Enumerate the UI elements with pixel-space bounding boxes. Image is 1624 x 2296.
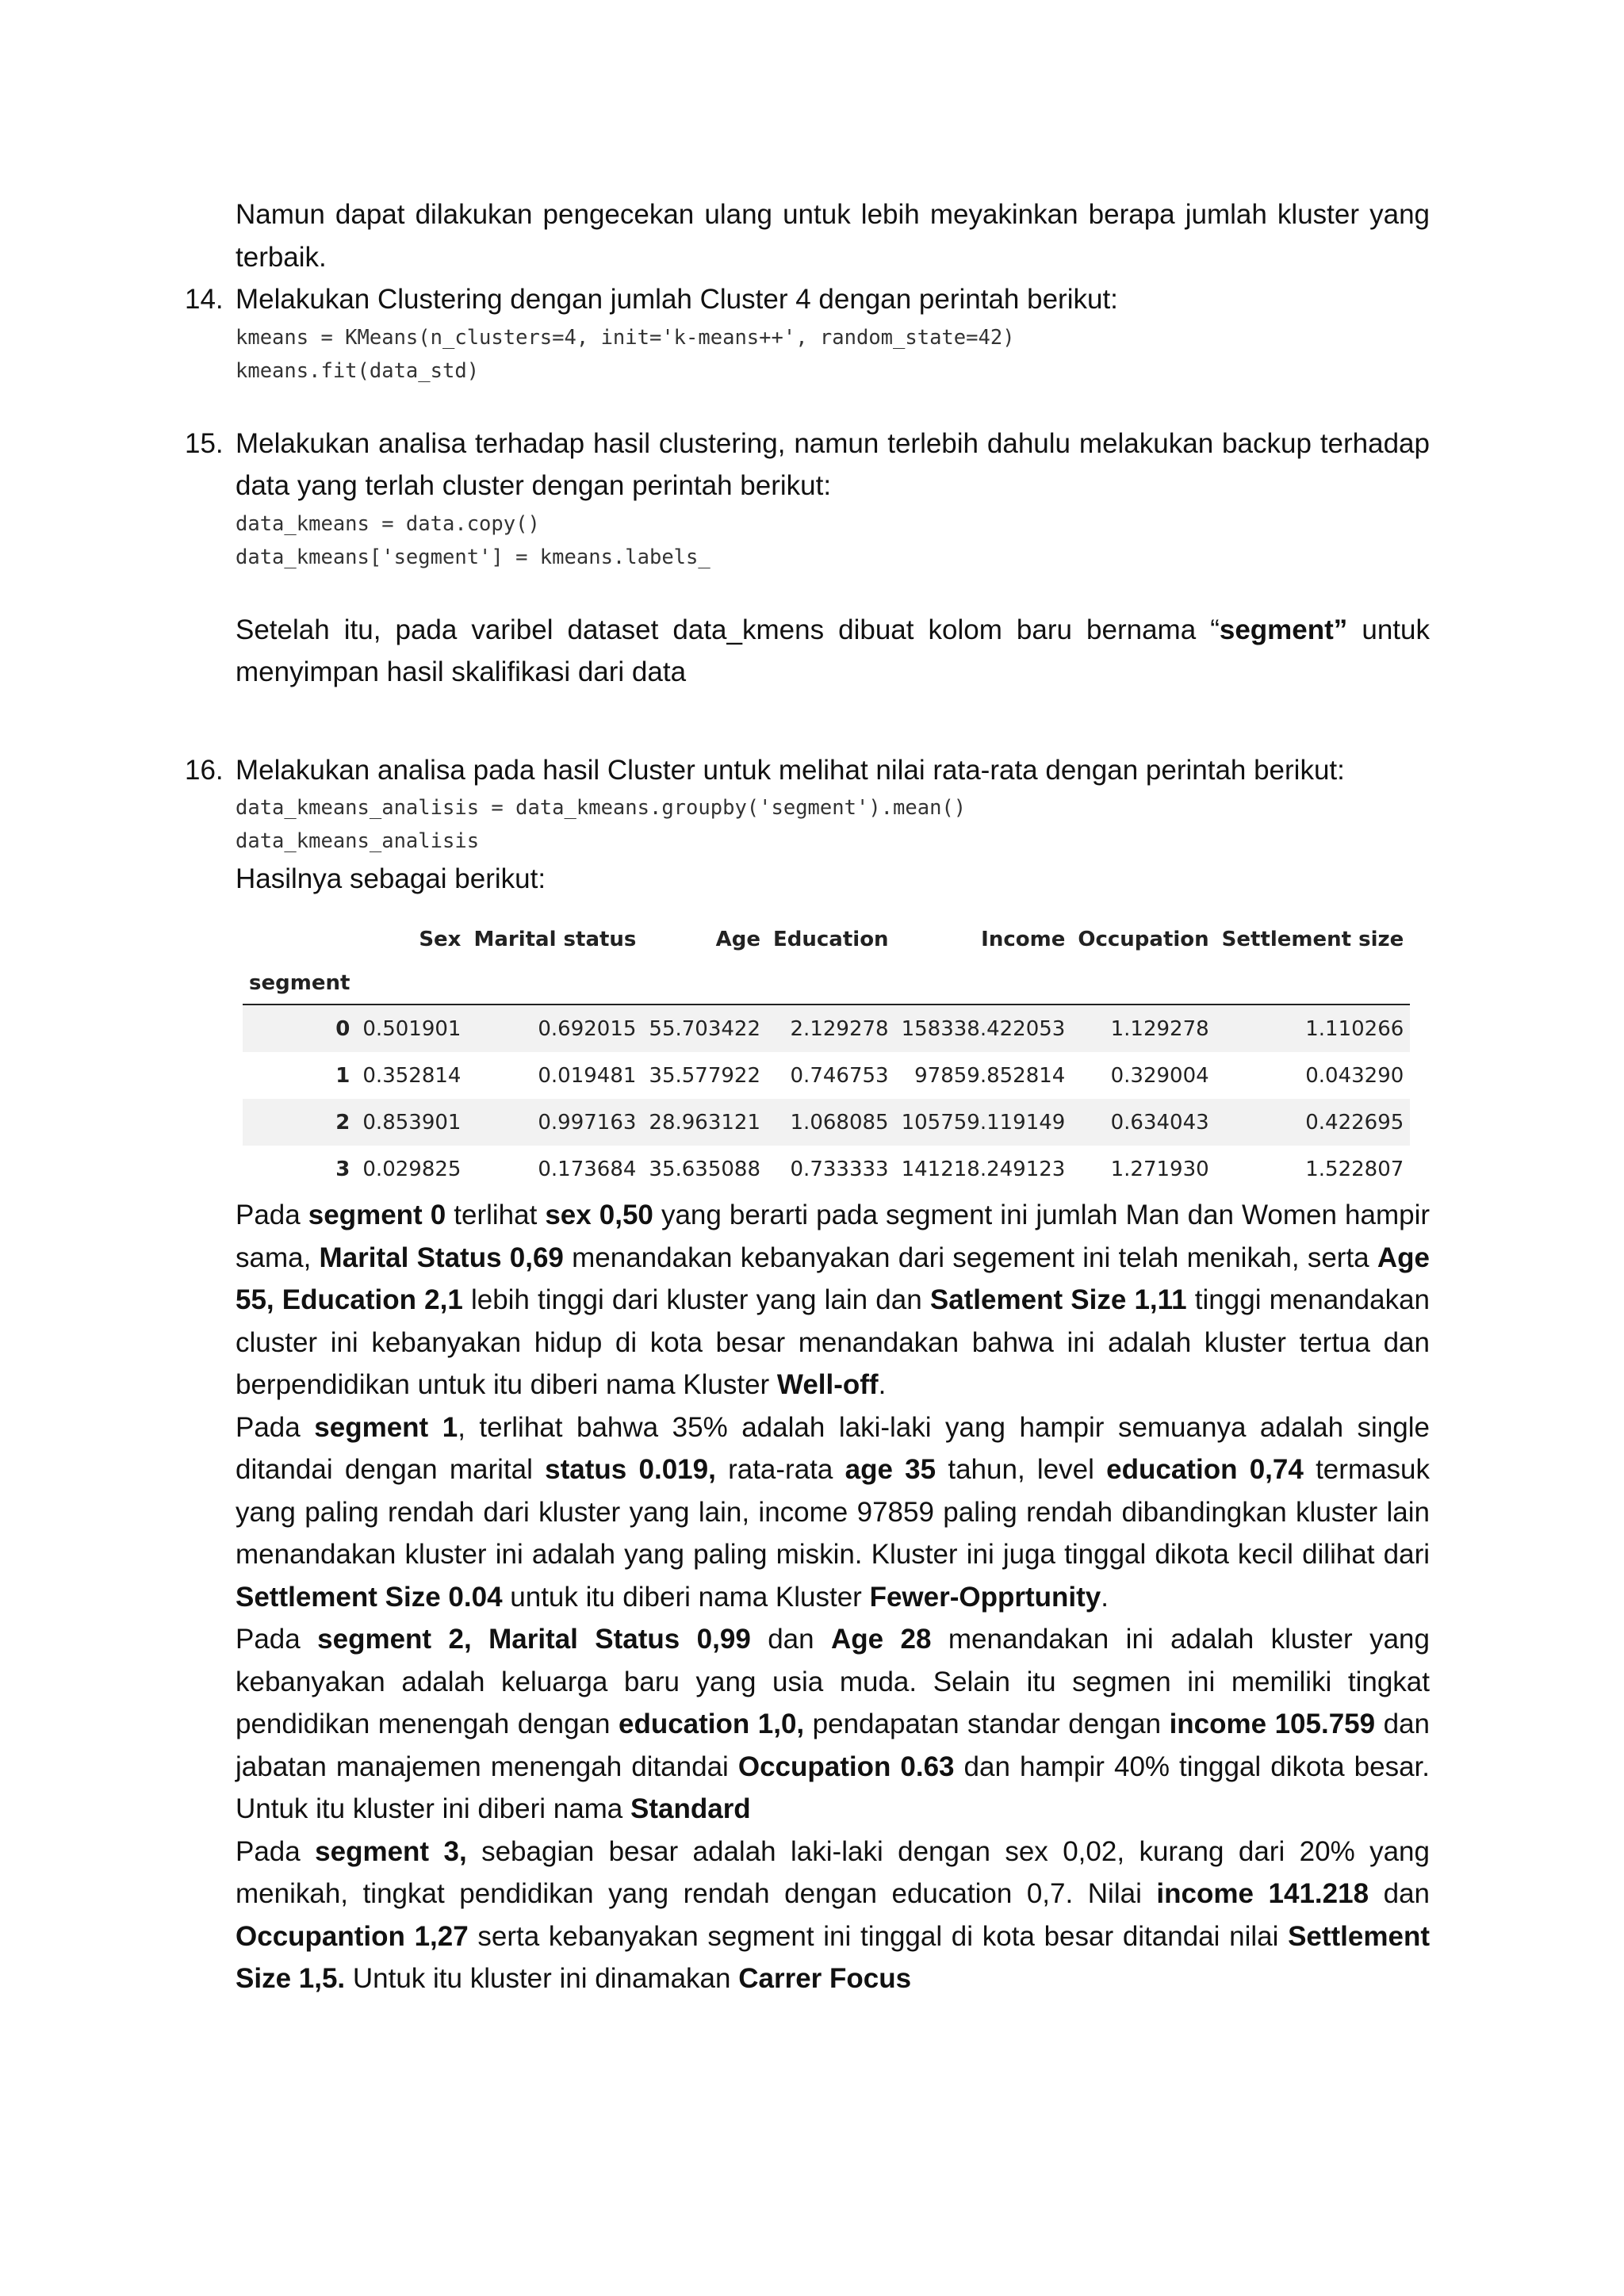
table-cell: 141218.249123	[901, 1157, 1066, 1181]
table-cell: 0.043290	[1305, 1063, 1404, 1088]
column-header: Age	[715, 927, 761, 951]
table-cell: 0.733333	[790, 1157, 889, 1181]
table-cell: 35.635088	[649, 1157, 761, 1181]
table-row	[243, 1004, 1410, 1052]
dataframe-output	[243, 916, 1404, 1192]
document-page	[185, 193, 1430, 901]
table-row	[243, 1099, 1410, 1146]
table-cell: 55.703422	[649, 1016, 761, 1041]
table-cell: 0.501901	[362, 1016, 462, 1041]
table-cell: 105759.119149	[901, 1110, 1066, 1135]
column-header: Occupation	[1078, 927, 1209, 951]
table-cell: 0.173684	[538, 1157, 637, 1181]
column-header: Education	[773, 927, 889, 951]
table-row	[243, 1052, 1410, 1099]
table-cell: 0.029825	[362, 1157, 462, 1181]
table-cell: 158338.422053	[901, 1016, 1066, 1041]
segment-note: Setelah itu, pada varibel dataset data_kmens dibuat kolom baru bernama “segment” untuk menyimpan hasil skalifikasi dari data	[236, 614, 1430, 687]
index-name-row	[243, 962, 1410, 1004]
table-header-row	[243, 916, 1410, 962]
code-line: kmeans.fit(data_std)	[236, 358, 480, 383]
step-number: 16.	[185, 754, 224, 786]
table-cell: 2.129278	[790, 1016, 889, 1041]
analysis-segment-1: Pada segment 1, terlihat bahwa 35% adalah laki-laki yang hampir semuanya adalah single ditandai dengan marital status 0.019, rata-rata age 35 tahun, level education 0,74 termasuk yang paling rendah dari kluster yang lain, income 97859 paling rendah dibandingkan kluster lain menandakan kluster ini adalah yang paling miskin. Kluster ini juga tinggal dikota kecil dilihat dari Settlement Size 0.04 untuk itu diberi nama Kluster Fewer-Opprtunity.	[236, 1411, 1431, 1613]
code-line: data_kmeans_analisis = data_kmeans.groupby('segment').mean()	[236, 796, 967, 820]
table-cell: 0.634043	[1110, 1110, 1209, 1135]
table-cell: 35.577922	[649, 1063, 761, 1088]
analysis-segment-2: Pada segment 2, Marital Status 0,99 dan Age 28 menandakan ini adalah kluster yang kebanyakan adalah keluarga baru yang usia muda. Selain itu segmen ini memiliki tingkat pendidikan menengah dengan education 1,0, pendapatan standar dengan income 105.759 dan jabatan manajemen menengah ditandai Occupation 0.63 dan hampir 40% tinggal dikota besar. Untuk itu kluster ini diberi nama Standard	[236, 1624, 1430, 1824]
table-cell: 1.129278	[1110, 1016, 1209, 1041]
result-label: Hasilnya sebagai berikut:	[236, 863, 546, 894]
column-header: Settlement size	[1221, 927, 1404, 951]
segment-means-table	[243, 916, 1410, 1192]
row-index: 0	[335, 1016, 350, 1041]
intro-paragraph: Namun dapat dilakukan pengecekan ulang untuk lebih meyakinkan berapa jumlah kluster yang terbaik.	[236, 199, 1430, 273]
step-16	[185, 749, 1430, 901]
column-header: Marital status	[473, 927, 637, 951]
step-14	[185, 278, 1430, 388]
table-cell: 0.997163	[538, 1110, 637, 1135]
column-header: Income	[981, 927, 1066, 951]
step-number: 14.	[185, 284, 224, 315]
table-cell: 0.692015	[538, 1016, 637, 1041]
table-cell: 1.522807	[1305, 1157, 1404, 1181]
analysis-segment-3: Pada segment 3, sebagian besar adalah laki-laki dengan sex 0,02, kurang dari 20% yang menikah, tingkat pendidikan yang rendah dengan education 0,7. Nilai income 141.218 dan Occupantion 1,27 serta kebanyakan segment ini tinggal di kota besar ditandai nilai Settlement Size 1,5. Untuk itu kluster ini dinamakan Carrer Focus	[236, 1835, 1431, 1994]
code-line: data_kmeans = data.copy()	[236, 511, 540, 536]
table-cell: 97859.852814	[914, 1063, 1066, 1088]
table-cell: 0.422695	[1305, 1110, 1404, 1135]
code-line: data_kmeans_analisis	[236, 829, 480, 853]
code-line: kmeans = KMeans(n_clusters=4, init='k-means++', random_state=42)	[236, 325, 1015, 350]
column-header: Sex	[419, 927, 462, 951]
code-line: data_kmeans['segment'] = kmeans.labels_	[236, 545, 710, 569]
table-row	[243, 1146, 1410, 1192]
index-name: segment	[249, 971, 350, 995]
table-cell: 1.068085	[790, 1110, 889, 1135]
row-index: 1	[335, 1063, 350, 1088]
table-cell: 0.019481	[538, 1063, 637, 1088]
row-index: 3	[335, 1157, 350, 1181]
table-cell: 1.271930	[1110, 1157, 1209, 1181]
table-cell: 0.329004	[1110, 1063, 1209, 1088]
analysis-segment-0: Pada segment 0 terlihat sex 0,50 yang berarti pada segment ini jumlah Man dan Women hampir sama, Marital Status 0,69 menandakan kebanyakan dari segement ini telah menikah, serta Age 55, Education 2,1 lebih tinggi dari kluster yang lain dan Satlement Size 1,11 tinggi menandakan cluster ini kebanyakan hidup di kota besar menandakan bahwa ini adalah kluster tertua dan berpendidikan untuk itu diberi nama Kluster Well-off.	[236, 1200, 1431, 1400]
step-text: Melakukan Clustering dengan jumlah Cluster 4 dengan perintah berikut:	[236, 284, 1118, 315]
step-text: Melakukan analisa pada hasil Cluster untuk melihat nilai rata-rata dengan perintah berikut:	[236, 754, 1345, 786]
step-15	[185, 423, 1430, 694]
table-body	[243, 1004, 1410, 1192]
row-index: 2	[335, 1110, 350, 1135]
table-cell: 0.853901	[362, 1110, 462, 1135]
table-cell: 1.110266	[1305, 1016, 1404, 1041]
table-cell: 0.746753	[790, 1063, 889, 1088]
table-cell: 0.352814	[362, 1063, 462, 1088]
table-cell: 28.963121	[649, 1110, 761, 1135]
analysis-section	[236, 1194, 1430, 2000]
step-text: Melakukan analisa terhadap hasil clustering, namun terlebih dahulu melakukan backup terhadap data yang terlah cluster dengan perintah berikut:	[236, 427, 1430, 501]
step-number: 15.	[185, 427, 224, 459]
